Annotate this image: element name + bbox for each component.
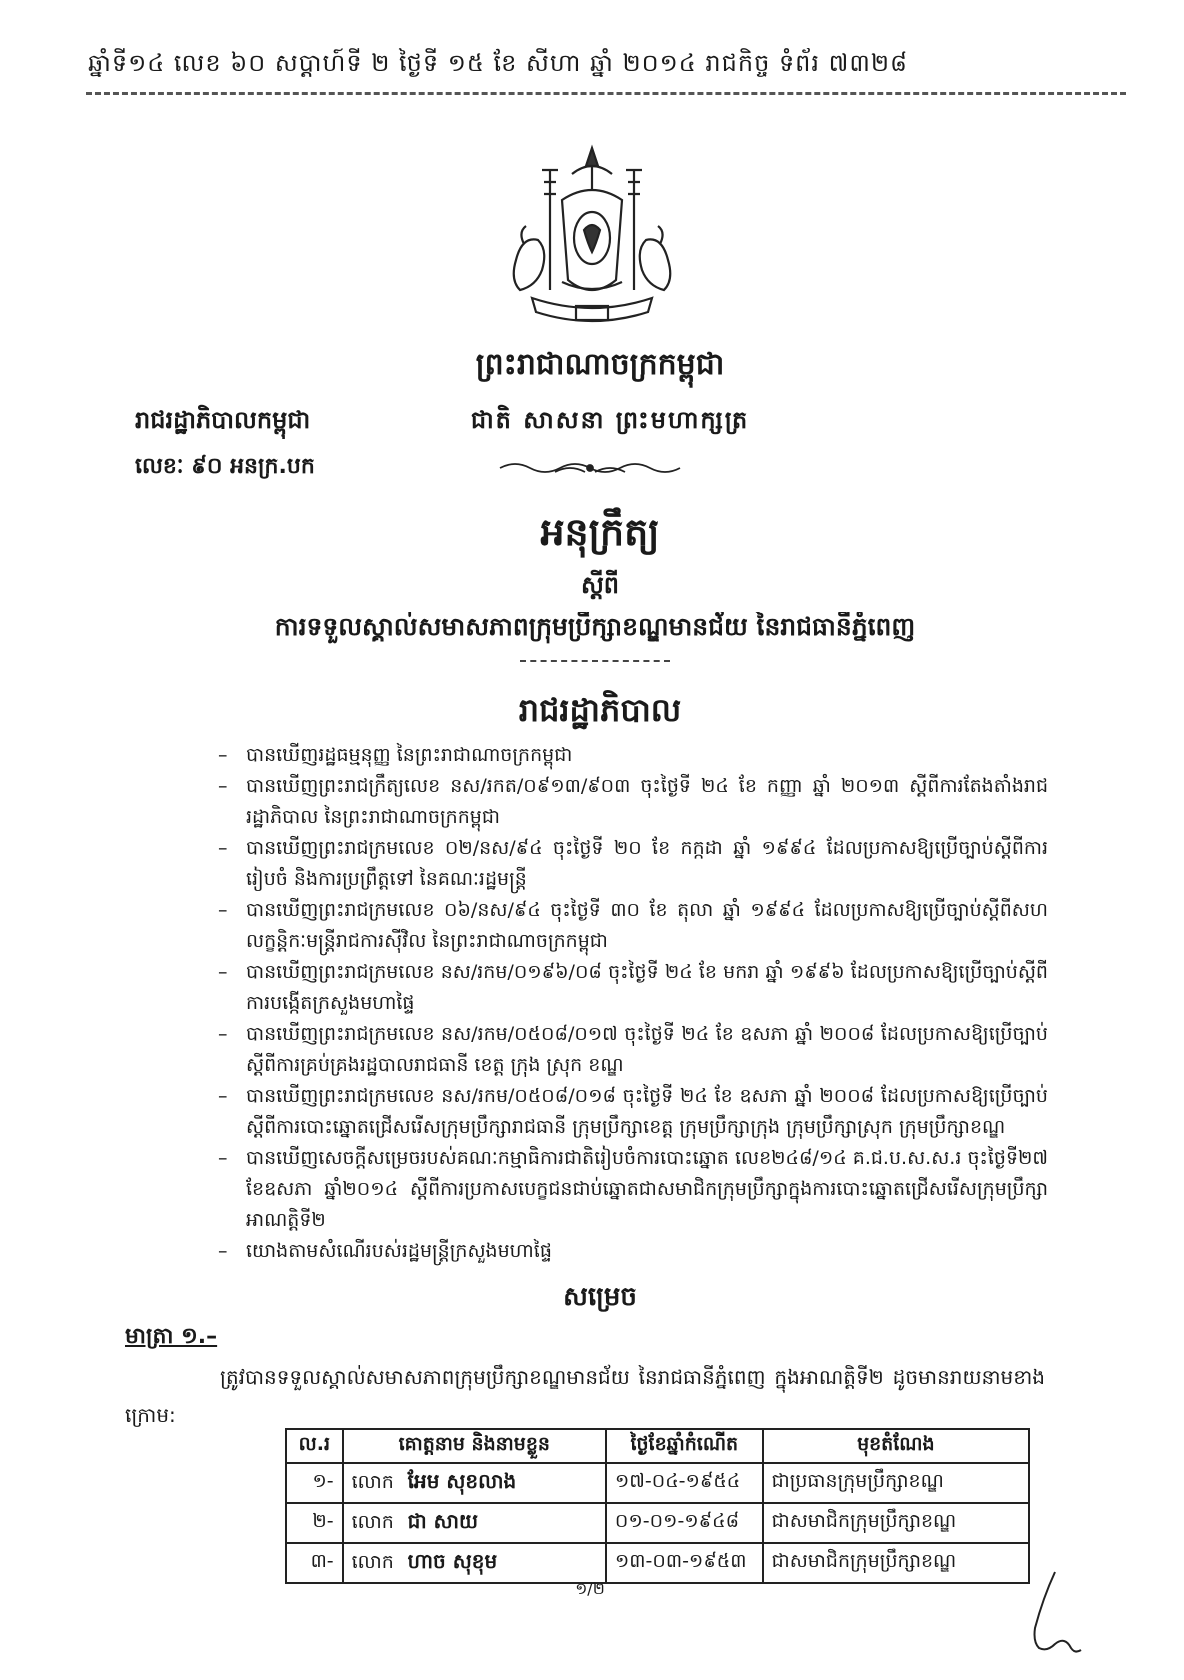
row-person-name: ហាច សុខុម: [407, 1549, 498, 1573]
page-number: ១/២: [575, 1579, 605, 1598]
header-divider: [86, 92, 1126, 95]
decision-heading: សម្រេច: [563, 1282, 637, 1312]
table-row: [286, 1503, 1029, 1543]
row-person-name: ជា សាយ: [407, 1509, 479, 1533]
issuer-heading: រាជរដ្ឋាភិបាល: [518, 691, 682, 729]
recital-item: – បានឃើញព្រះរាជក្រមលេខ នស/រកម/០១៩៦/០៨ ចុះថ្ងៃទី ២៤ ខែ មករា ឆ្នាំ ១៩៩៦ ដែលប្រកាសឱ្យប្រើច្បាប់ស្តីពីការបង្កើតក្រសួងមហាផ្ទៃ: [218, 957, 1048, 1019]
row-name-cell: [343, 1543, 606, 1583]
header-dob: ថ្ងៃខែឆ្នាំកំណើត: [606, 1429, 763, 1463]
row-dob: ១៧-០៤-១៩៥៤: [606, 1463, 763, 1503]
gazette-header: ឆ្នាំទី១៤ លេខ ៦០ សប្តាហ៍ទី ២ ថ្ងៃទី ១៥ ខែ សីហា ឆ្នាំ ២០១៤ រាជកិច្ច ទំព័រ ៧៣២៨: [88, 49, 909, 77]
royal-coat-of-arms-icon: [492, 140, 692, 340]
recital-item: – បានឃើញព្រះរាជក្រមលេខ ០២/នស/៩៤ ចុះថ្ងៃទី ២០ ខែ កក្កដា ឆ្នាំ ១៩៩៤ ដែលប្រកាសឱ្យប្រើច្បាប់ស្តីពីការរៀបចំ និងការប្រព្រឹត្តទៅ នៃគណៈរដ្ឋមន្ត្រី: [218, 833, 1048, 895]
document-subject: ការទទួលស្គាល់សមាសភាពក្រុមប្រឹក្សាខណ្ឌមានជ័យ នៃរាជធានីភ្នំពេញ: [274, 612, 916, 641]
document-number: លេខៈ ៩០ អនក្រ.បក: [135, 454, 315, 479]
row-title: លោក: [351, 1551, 394, 1573]
row-name-cell: [343, 1463, 606, 1503]
row-position: ជាសមាជិកក្រុមប្រឹក្សាខណ្ឌ: [763, 1503, 1029, 1543]
header-position: មុខតំណែង: [763, 1429, 1029, 1463]
recital-item: – បានឃើញព្រះរាជក្រមលេខ ០៦/នស/៩៤ ចុះថ្ងៃទី ៣០ ខែ តុលា ឆ្នាំ ១៩៩៤ ដែលប្រកាសឱ្យប្រើច្បាប់ស្តីពីសហលក្ខន្តិកៈមន្ត្រីរាជការស៊ីវិល នៃព្រះរាជាណាចក្រកម្ពុជា: [218, 895, 1048, 957]
subject-divider: [520, 660, 670, 662]
article-body: ត្រូវបានទទួលស្គាល់សមាសភាពក្រុមប្រឹក្សាខណ្ឌមានជ័យ នៃរាជធានីភ្នំពេញ ក្នុងអាណត្តិទី២ ដូចមានរាយនាមខាងក្រោម:: [125, 1365, 1045, 1427]
kingdom-title: ព្រះរាជាណាចក្រកម្ពុជា: [475, 347, 725, 382]
row-name-cell: [343, 1503, 606, 1543]
table-header-row: [286, 1429, 1029, 1463]
row-no: ៣-: [286, 1543, 343, 1583]
ornament-divider-icon: [495, 458, 685, 478]
recital-item: – បានឃើញព្រះរាជក្រមលេខ នស/រកម/០៥០៨/០១៧ ចុះថ្ងៃទី ២៤ ខែ ឧសភា ឆ្នាំ ២០០៨ ដែលប្រកាសឱ្យប្រើច្បាប់ស្តីពីការគ្រប់គ្រងរដ្ឋបាលរាជធានី ខេត្ត ក្រុង ស្រុក ខណ្ឌ: [218, 1019, 1048, 1081]
recital-item: – យោងតាមសំណើរបស់រដ្ឋមន្ត្រីក្រសួងមហាផ្ទៃ: [218, 1236, 1048, 1267]
recital-item: – បានឃើញរដ្ឋធម្មនុញ្ញ នៃព្រះរាជាណាចក្រកម្ពុជា: [218, 740, 1048, 771]
table-row: [286, 1543, 1029, 1583]
article-label: មាត្រា ១.–: [125, 1324, 218, 1349]
header-no: ល.រ: [286, 1429, 343, 1463]
handwritten-signature-icon: [1025, 1568, 1085, 1658]
recitals-list: [218, 740, 1048, 1267]
row-position: ជាសមាជិកក្រុមប្រឹក្សាខណ្ឌ: [763, 1543, 1029, 1583]
row-title: លោក: [351, 1511, 394, 1533]
row-no: ២-: [286, 1503, 343, 1543]
header-name: គោត្តនាម និងនាមខ្លួន: [343, 1429, 606, 1463]
recital-item: – បានឃើញសេចក្តីសម្រេចរបស់គណៈកម្មាធិការជាតិរៀបចំការបោះឆ្នោត លេខ២៤៨/១៤ គ.ជ.ប.ស.ស.រ ចុះថ្ងៃទី២៧ ខែឧសភា ឆ្នាំ២០១៤ ស្តីពីការប្រកាសបេក្ខជនជាប់ឆ្នោតជាសមាជិកក្រុមប្រឹក្សាក្នុងការបោះឆ្នោតជ្រើសរើសក្រុមប្រឹក្សា អាណត្តិទី២: [218, 1143, 1048, 1236]
row-dob: ១៣-០៣-១៩៥៣: [606, 1543, 763, 1583]
council-members-table: [285, 1428, 1030, 1584]
row-position: ជាប្រធានក្រុមប្រឹក្សាខណ្ឌ: [763, 1463, 1029, 1503]
row-dob: ០១-០១-១៩៤៨: [606, 1503, 763, 1543]
recital-item: – បានឃើញព្រះរាជក្រមលេខ នស/រកម/០៥០៨/០១៨ ចុះថ្ងៃទី ២៤ ខែ ឧសភា ឆ្នាំ ២០០៨ ដែលប្រកាសឱ្យប្រើច្បាប់ស្តីពីការបោះឆ្នោតជ្រើសរើសក្រុមប្រឹក្សារាជធានី ក្រុមប្រឹក្សាខេត្ត ក្រុមប្រឹក្សាក្រុង ក្រុមប្រឹក្សាស្រុក ក្រុមប្រឹក្សាខណ្ឌ: [218, 1081, 1048, 1143]
recital-item: – បានឃើញព្រះរាជក្រឹត្យលេខ នស/រកត/០៩១៣/៩០៣ ចុះថ្ងៃទី ២៤ ខែ កញ្ញា ឆ្នាំ ២០១៣ ស្តីពីការតែងតាំងរាជរដ្ឋាភិបាល នៃព្រះរាជាណាចក្រកម្ពុជា: [218, 771, 1048, 833]
row-no: ១-: [286, 1463, 343, 1503]
government-name: រាជរដ្ឋាភិបាលកម្ពុជា: [135, 406, 311, 434]
row-title: លោក: [351, 1471, 394, 1493]
document-about: ស្តីពី: [580, 571, 620, 599]
row-person-name: អែម សុខលាង: [407, 1469, 517, 1493]
table-row: [286, 1463, 1029, 1503]
document-type: អនុក្រឹត្យ: [540, 510, 660, 554]
national-motto: ជាតិ សាសនា ព្រះមហាក្សត្រ: [470, 406, 750, 434]
